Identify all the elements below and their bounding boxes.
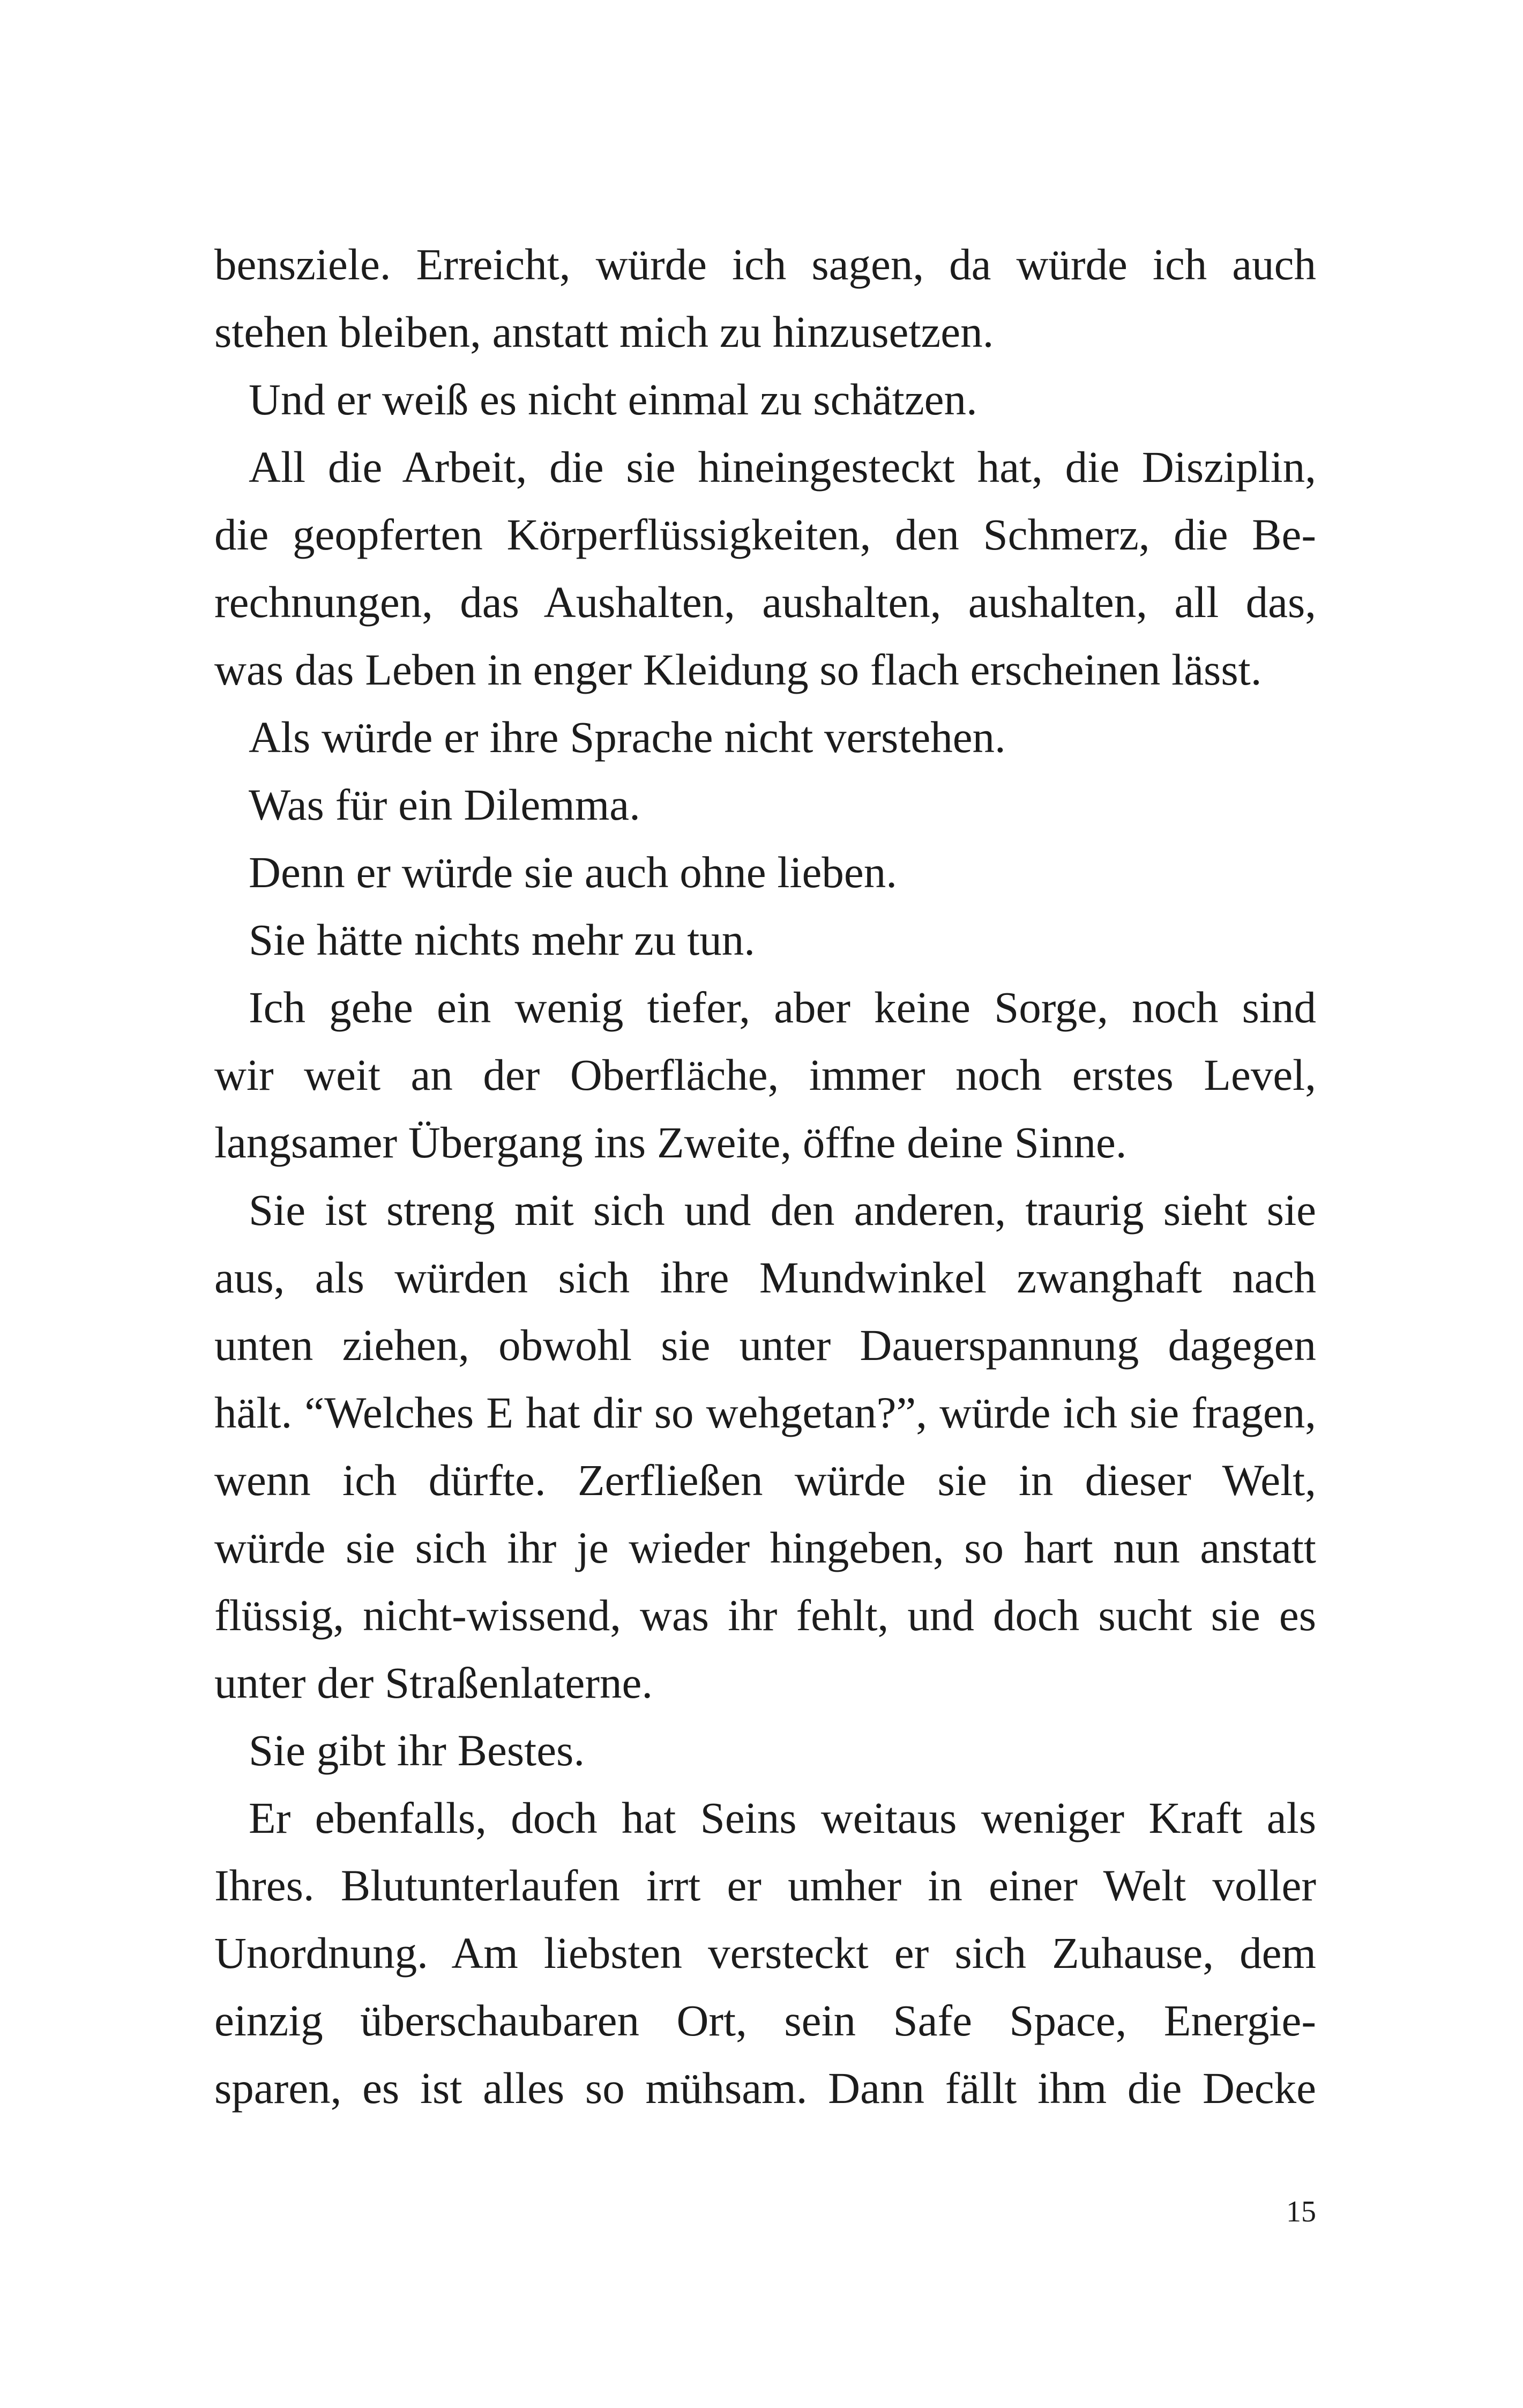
text-line: langsamer Übergang ins Zweite, öffne deine Sinne. (214, 1118, 1127, 1167)
text-line: rechnungen, das Aushalten, aushalten, aushalten, all das, (214, 577, 1316, 627)
text-line: Unordnung. Am liebsten versteckt er sich Zuhause, dem (214, 1928, 1316, 1978)
text-line: bensziele. Erreicht, würde ich sagen, da würde ich auch (214, 240, 1316, 289)
paragraph (214, 838, 1316, 906)
text-line: hält. “Welches E hat dir so wehgetan?”, würde ich sie fragen, (214, 1388, 1316, 1437)
text-line: Ich gehe ein wenig tiefer, aber keine Sorge, noch sind (249, 983, 1316, 1032)
paragraph (214, 771, 1316, 838)
paragraph (214, 1716, 1316, 1784)
text-line: Er ebenfalls, doch hat Seins weitaus weniger Kraft als (249, 1793, 1316, 1842)
paragraph (214, 1176, 1316, 1716)
paragraph (214, 703, 1316, 771)
page-number: 15 (1286, 2195, 1316, 2228)
text-line: einzig überschaubaren Ort, sein Safe Space, Energie- (214, 1996, 1316, 2045)
text-line: Denn er würde sie auch ohne lieben. (249, 848, 897, 897)
text-line: Sie hätte nichts mehr zu tun. (249, 915, 756, 964)
text-line: wir weit an der Oberfläche, immer noch erstes Level, (214, 1050, 1316, 1099)
text-line: Sie ist streng mit sich und den anderen, traurig sieht sie (249, 1185, 1316, 1235)
text-line: Als würde er ihre Sprache nicht verstehen. (249, 712, 1006, 762)
text-line: flüssig, nicht-wissend, was ihr fehlt, und doch sucht sie es (214, 1591, 1316, 1640)
text-line: Ihres. Blutunterlaufen irrt er umher in einer Welt voller (214, 1861, 1316, 1910)
body-text (214, 231, 1316, 2122)
paragraph (214, 366, 1316, 433)
text-line: was das Leben in enger Kleidung so flach erscheinen lässt. (214, 645, 1262, 694)
text-line: Sie gibt ihr Bestes. (249, 1726, 585, 1775)
paragraph (214, 231, 1316, 366)
text-line: würde sie sich ihr je wieder hingeben, so hart nun anstatt (214, 1523, 1316, 1572)
text-line: stehen bleiben, anstatt mich zu hinzusetzen. (214, 307, 994, 356)
text-line: die geopferten Körperflüssigkeiten, den Schmerz, die Be- (214, 510, 1316, 559)
paragraph (214, 906, 1316, 973)
text-line: Und er weiß es nicht einmal zu schätzen. (249, 375, 977, 424)
text-line: aus, als würden sich ihre Mundwinkel zwanghaft nach (214, 1253, 1316, 1302)
paragraph (214, 433, 1316, 703)
text-line: unter der Straßenlaterne. (214, 1658, 653, 1707)
text-line: unten ziehen, obwohl sie unter Dauerspannung dagegen (214, 1320, 1316, 1370)
text-line: All die Arbeit, die sie hineingesteckt hat, die Disziplin, (249, 442, 1316, 492)
text-line: sparen, es ist alles so mühsam. Dann fällt ihm die Decke (214, 2063, 1316, 2113)
text-line: Was für ein Dilemma. (249, 780, 640, 829)
text-line: wenn ich dürfte. Zerfließen würde sie in dieser Welt, (214, 1455, 1316, 1505)
paragraph (214, 1784, 1316, 2122)
paragraph (214, 973, 1316, 1176)
